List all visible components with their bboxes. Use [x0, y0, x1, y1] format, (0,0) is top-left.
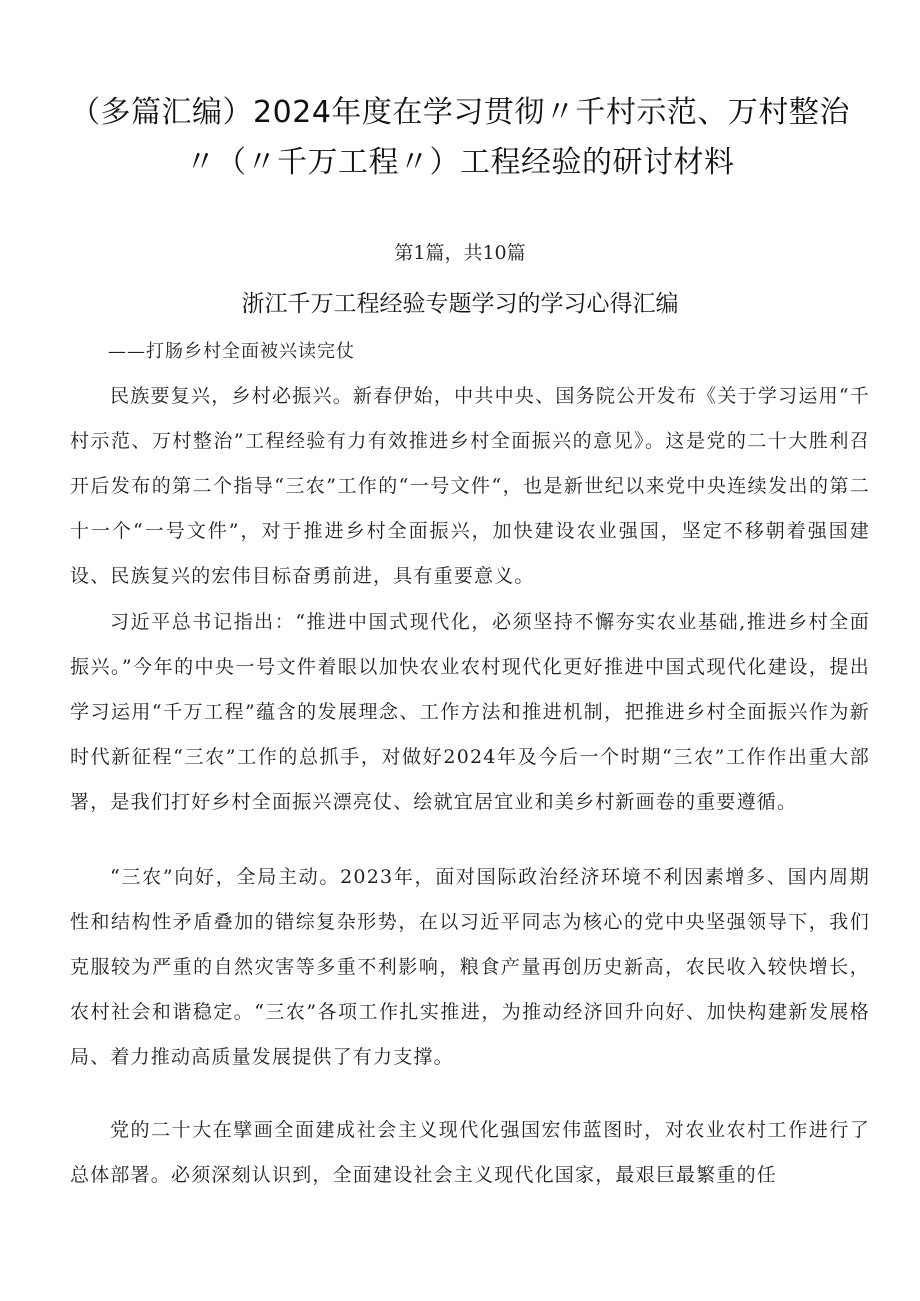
article-subtitle: ——打肠乡村全面被兴读完仗 — [108, 341, 355, 362]
document-title: （多篇汇编）2024年度在学习贯彻〃千村示范、万村整治〃（〃千万工程〃）工程经验的研讨材料 — [70, 95, 850, 180]
paragraph-3: “三农”向好，全局主动。2023年，面对国际政治经济环境不利因素增多、国内周期性和结构性矛盾叠加的错综复杂形势，在以习近平同志为核心的党中央坚强领导下，我们克服较为严重的自然灾害等多重不利影响，粮食产量再创历史新高，农民收入较快增长，农村社会和谐稳定。“三农”各项工作扎实推进，为推动经济回升向好、加快构建新发展格局、着力推动高质量发展提供了有力支撑。 — [70, 866, 870, 1068]
part-counter: 第1篇，共10篇 — [394, 242, 526, 264]
paragraph-1: 民族要复兴，乡村必振兴。新春伊始，中共中央、国务院公开发布《关于学习运用“千村示范、万村整治”工程经验有力有效推进乡村全面振兴的意见》。这是党的二十大胜利召开后发布的第二个指导“三农”工作的“一号文件“，也是新世纪以来党中央连续发出的第二十一个“一号文件”，对于推进乡村全面振兴，加快建设农业强国，坚定不移朝着强国建设、民族复兴的宏伟目标奋勇前进，具有重要意义。 — [70, 385, 870, 587]
article-title: 浙江千万工程经验专题学习的学习心得汇编 — [241, 291, 679, 317]
paragraph-4: 党的二十大在擘画全面建成社会主义现代化强国宏伟蓝图时，对农业农村工作进行了总体部署。必须深刻认识到，全面建设社会主义现代化国家，最艰巨最繁重的任 — [70, 1119, 870, 1186]
paragraph-2: 习近平总书记指出：“推进中国式现代化，必须坚持不懈夯实农业基础,推进乡村全面振兴。”今年的中央一号文件着眼以加快农业农村现代化更好推进中国式现代化建设，提出学习运用“千万工程”蕴含的发展理念、工作方法和推进机制，把推进乡村全面振兴作为新时代新征程“三农”工作的总抓手，对做好2024年及今后一个时期“三农”工作作出重大部署，是我们打好乡村全面振兴漂亮仗、绘就宜居宜业和美乡村新画卷的重要遵循。 — [70, 611, 870, 813]
